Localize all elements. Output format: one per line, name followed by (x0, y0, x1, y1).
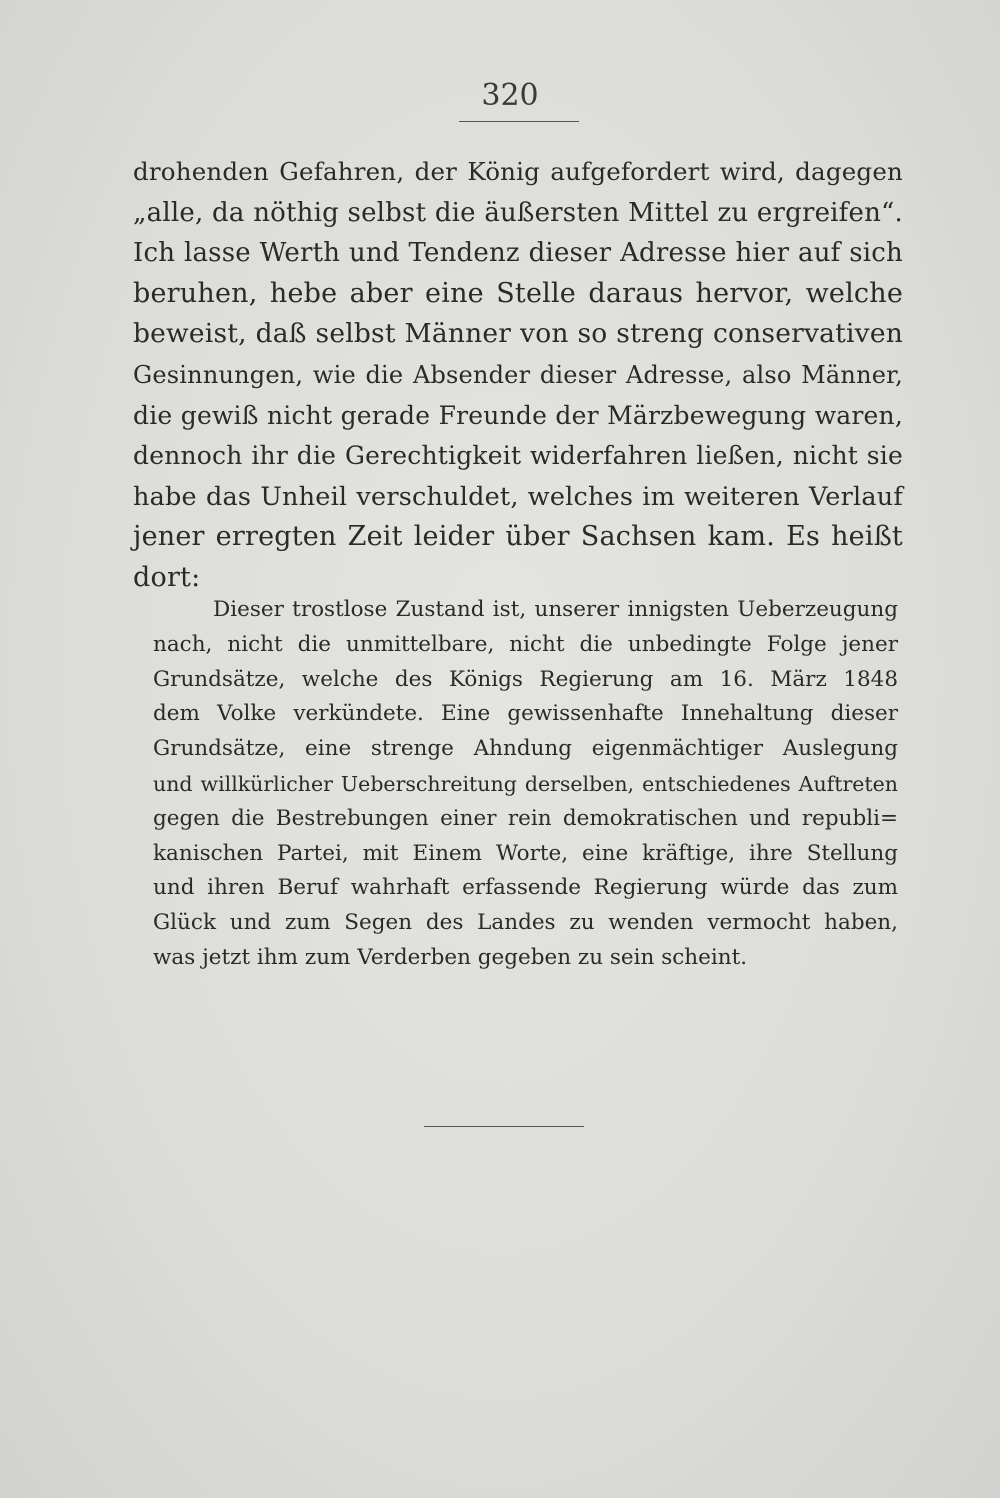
quote-line: gegen die Bestrebungen einer rein demokratischen und republi= (153, 805, 898, 831)
text-line: „alle, da nöthig selbst die äußersten Mittel zu ergreifen“. (133, 197, 903, 228)
quote-line: kanischen Partei, mit Einem Worte, eine kräftige, ihre Stellung (153, 840, 898, 866)
quote-line: was jetzt ihm zum Verderben gegeben zu sein scheint. (153, 944, 748, 970)
quote-block (153, 593, 898, 976)
quote-line: und ihren Beruf wahrhaft erfassende Regierung würde das zum (153, 875, 898, 901)
text-line: jener erregten Zeit leider über Sachsen kam. Es heißt (133, 521, 903, 553)
end-rule (424, 1126, 584, 1127)
header-rule (459, 121, 579, 122)
quote-line: Glück und zum Segen des Landes zu wenden vermocht haben, (153, 910, 898, 936)
main-paragraph (133, 152, 903, 599)
text-line: beruhen, hebe aber eine Stelle daraus hervor, welche (133, 277, 903, 309)
quote-line: Grundsätze, eine strenge Ahndung eigenmächtiger Auslegung (153, 736, 898, 762)
text-line: Gesinnungen, wie die Absender dieser Adresse, also Männer, (133, 360, 903, 389)
text-line: habe das Unheil verschuldet, welches im weiteren Verlauf (133, 481, 903, 512)
page-number: 320 (481, 78, 539, 113)
text-line: drohenden Gefahren, der König aufgefordert wird, dagegen (133, 157, 903, 186)
quote-line: Grundsätze, welche des Königs Regierung am 16. März 1848 (153, 666, 898, 692)
quote-line: und willkürlicher Ueberschreitung derselben, entschiedenes Auftreten (153, 771, 898, 796)
text-line: dennoch ihr die Gerechtigkeit widerfahren ließen, nicht sie (133, 441, 903, 471)
text-line: die gewiß nicht gerade Freunde der Märzbewegung waren, (133, 400, 903, 430)
text-line: dort: (133, 561, 201, 593)
quote-line: nach, nicht die unmittelbare, nicht die unbedingte Folge jener (153, 631, 898, 657)
quote-line: Dieser trostlose Zustand ist, unserer innigsten Ueberzeugung (213, 597, 898, 622)
quote-line: dem Volke verkündete. Eine gewissenhafte Innehaltung dieser (153, 701, 898, 727)
text-line: Ich lasse Werth und Tendenz dieser Adresse hier auf sich (133, 238, 903, 269)
text-line: beweist, daß selbst Männer von so streng conservativen (133, 318, 903, 350)
